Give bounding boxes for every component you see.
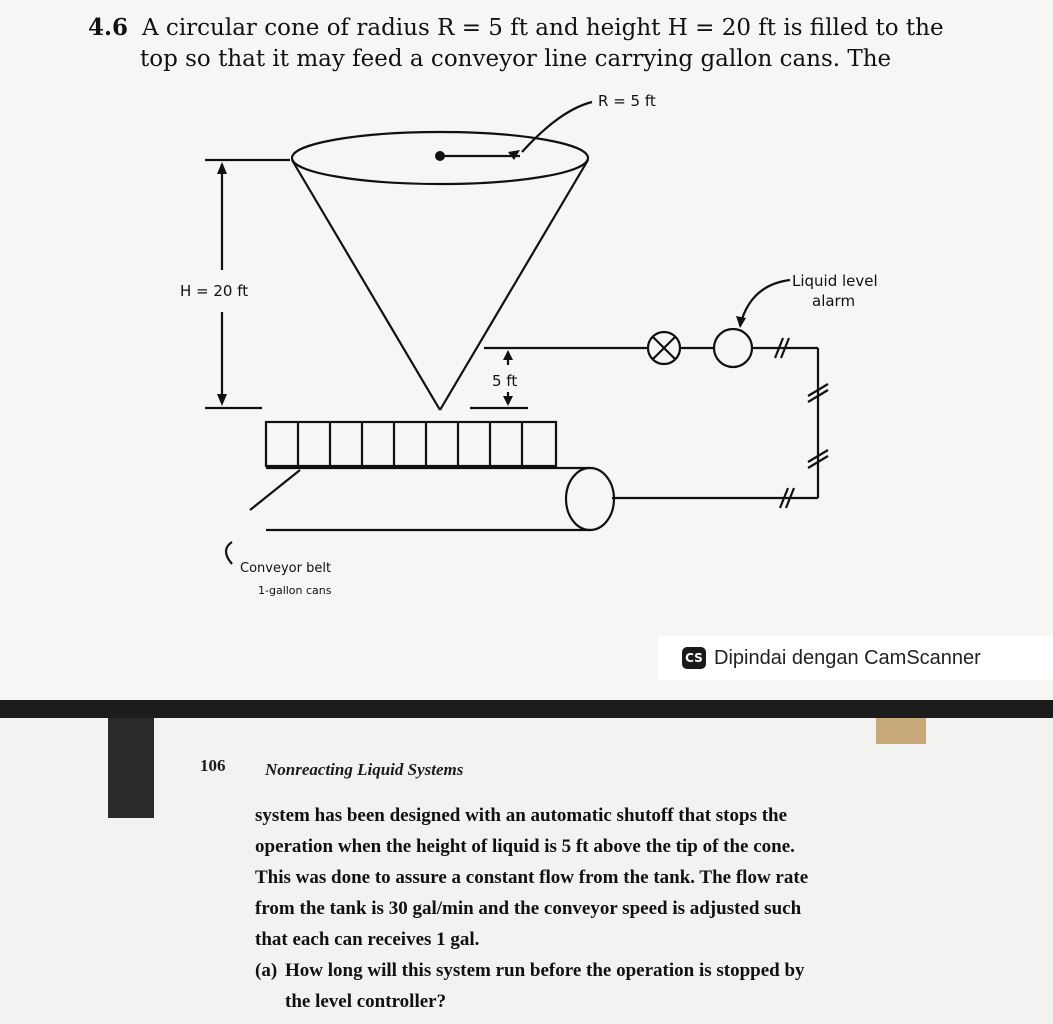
alarm-leader bbox=[740, 280, 790, 326]
problem-line-1: A circular cone of radius R = 5 ft and height H = 20 ft is filled to the bbox=[142, 15, 944, 41]
camscanner-logo-icon: CS bbox=[682, 647, 706, 669]
page-number: 106 bbox=[200, 756, 226, 775]
problem-statement bbox=[88, 12, 948, 75]
radius-leader bbox=[522, 102, 592, 152]
watermark-text: Dipindai dengan CamScanner bbox=[714, 646, 981, 669]
paragraph-line: operation when the height of liquid is 5 ft above the tip of the cone. bbox=[255, 836, 795, 857]
alarm-label-1: Liquid level bbox=[792, 272, 878, 290]
tape-strip-right bbox=[876, 718, 926, 744]
cans-label: 1-gallon cans bbox=[258, 584, 332, 597]
conveyor-roller bbox=[566, 468, 614, 530]
question-a-label: (a) bbox=[255, 960, 278, 981]
can-leader bbox=[250, 470, 300, 510]
cone-conveyor-diagram bbox=[0, 80, 1053, 620]
question-a bbox=[255, 955, 865, 1017]
tape-strip-left bbox=[108, 718, 154, 818]
conveyor-label: Conveyor belt bbox=[240, 561, 332, 576]
cone-left-edge bbox=[292, 160, 440, 410]
camscanner-watermark bbox=[658, 636, 1053, 680]
radius-label: R = 5 ft bbox=[598, 92, 656, 110]
problem-continuation bbox=[255, 800, 865, 1017]
question-a-line-2: the level controller? bbox=[285, 991, 447, 1012]
question-a-line-1: How long will this system run before the operation is stopped by bbox=[285, 960, 805, 981]
scan-divider bbox=[0, 700, 1053, 718]
paragraph-line: that each can receives 1 gal. bbox=[255, 929, 480, 950]
running-header: Nonreacting Liquid Systems bbox=[265, 760, 464, 779]
alarm-label-2: alarm bbox=[812, 292, 856, 310]
height-label: H = 20 ft bbox=[180, 282, 249, 300]
problem-line-2: top so that it may feed a conveyor line carrying gallon cans. The bbox=[140, 46, 892, 72]
paragraph-line: This was done to assure a constant flow from the tank. The flow rate bbox=[255, 867, 809, 888]
paragraph-line: from the tank is 30 gal/min and the conveyor speed is adjusted such bbox=[255, 898, 802, 919]
gap-label: 5 ft bbox=[492, 372, 518, 390]
level-alarm bbox=[714, 329, 752, 367]
conveyor-leader bbox=[226, 542, 232, 564]
cans-row bbox=[266, 422, 556, 466]
problem-number: 4.6 bbox=[88, 14, 129, 41]
paragraph-line: system has been designed with an automatic shutoff that stops the bbox=[255, 805, 788, 826]
